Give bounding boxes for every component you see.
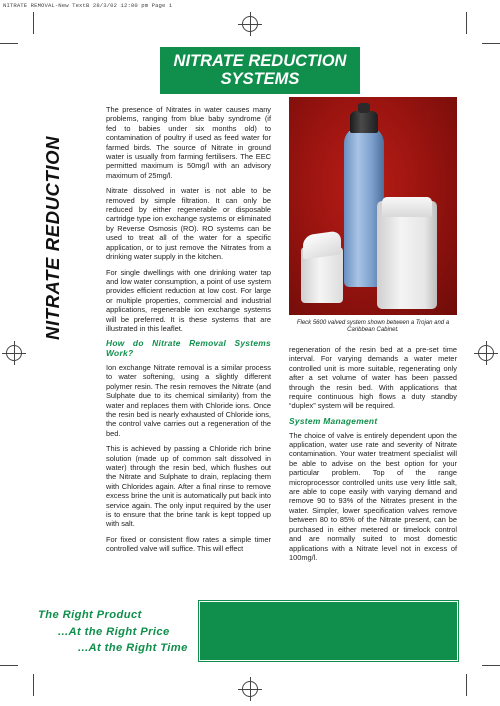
photo-caption: Fleck 5600 valved system shown between a Trojan and a Caribbean Cabinet. — [296, 320, 450, 334]
left-column — [106, 105, 271, 560]
crop-mark-bottom-left-h — [0, 665, 18, 666]
left-paragraph-4: Ion exchange Nitrate removal is a similar process to water softening, using a slightly different polymer resin. The resin removes the Nitrate (and Sulphate due to its chemical similarity) from the water and replaces them with Chloride ions. Once the resin bed is nearly exhausted of Chloride ions, the control valve carries out a regeneration of the bed. — [106, 362, 271, 438]
valve-knob — [358, 103, 370, 113]
slogan-line-2: ...At the Right Price — [58, 626, 170, 638]
crop-mark-bottom-left-v — [33, 674, 34, 696]
section-heading-how-it-works: How do Nitrate Removal Systems Work? — [106, 338, 271, 359]
left-paragraph-5: This is achieved by passing a Chloride rich brine solution (made up of common salt dissolved in water) through the resin bed, which flushes out the Nitrate and Sulphate to drain, replacing them with Chlorides again. After a final rinse to remove excess brine the unit is automatically put back into service again. The only input required by the user is to ensure that the brine tank is kept topped up with salt. — [106, 444, 271, 529]
control-valve — [350, 111, 378, 133]
crop-mark-top-left-h — [0, 43, 18, 44]
caribbean-cabinet — [377, 201, 437, 309]
crop-mark-top-right-h — [482, 43, 500, 44]
registration-mark-right — [478, 345, 494, 361]
crop-mark-top-left-v — [33, 12, 34, 34]
registration-mark-left — [6, 345, 22, 361]
print-header: NITRATE REMOVAL-New TextB 28/3/02 12:00 pm Page 1 — [3, 2, 173, 9]
right-paragraph-2: The choice of valve is entirely dependent upon the application, water use rate and severity of Nitrate contamination. Your water treatment specialist will be able to advise on the best option for your particular problem. Top of the range microprocessor controlled units use very little salt, are able to cope easily with varying demand and remove 90 to 93% of the Nitrates present in the water. Simpler, lower specification valves remove between 80 to 85% of the Nitrate present, can be purchased in either metered or timelock control and are normally suited to most domestic applications with a Nitrate level not in excess of 100mg/l. — [289, 430, 457, 562]
left-paragraph-1: The presence of Nitrates in water causes many problems, ranging from blue baby syndrome (if fed to babies under six months old) to contamination of poultry if used as feed water for farmed birds. The source of Nitrate in ground water is usually from farming fertilisers. The EEC permitted maximum is 50mg/l with an advisory maximum of 25mg/l. — [106, 105, 271, 180]
side-title: NITRATE REDUCTION — [42, 135, 63, 340]
cabinet-lid — [382, 197, 432, 217]
title-banner — [160, 47, 360, 94]
left-paragraph-6: For fixed or consistent flow rates a simple timer controlled valve will suffice. This will effect — [106, 534, 271, 554]
footer-panel — [198, 600, 459, 662]
right-paragraph-1: regeneration of the resin bed at a pre-set time interval. For varying demands a water meter controlled unit is more suitable, regenerating only after a set volume of water has been passed through the resin bed. With applications that require continuous high flows a duty standby “duplex” system will be required. — [289, 345, 457, 411]
right-column — [289, 345, 457, 568]
title-line-1: NITRATE REDUCTION — [173, 52, 347, 70]
slogan-line-1: The Right Product — [38, 609, 142, 621]
section-heading-system-management: System Management — [289, 415, 378, 426]
left-paragraph-2: Nitrate dissolved in water is not able to be removed by simple filtration. It can only be reduced by either regenerable or disposable cartridge type ion exchange systems or eliminated by Reverse Osmosis (RO). RO systems can be used to treat all of the water for a specific application, or to just remove the Nitrates from a drinking water supply in the kitchen. — [106, 186, 271, 262]
crop-mark-top-right-v — [466, 12, 467, 34]
crop-mark-bottom-right-h — [482, 665, 500, 666]
registration-mark-top — [242, 16, 258, 32]
slogan-line-3: ...At the Right Time — [78, 642, 188, 654]
crop-mark-bottom-right-v — [466, 674, 467, 696]
title-line-2: SYSTEMS — [220, 69, 300, 88]
product-photo — [289, 97, 457, 315]
registration-mark-bottom — [242, 681, 258, 697]
footer-panel-border — [199, 601, 458, 661]
left-paragraph-3: For single dwellings with one drinking water tap and low water consumption, a point of use system provides efficient reduction at low cost. For large or multiple properties, commercial and industrial applications, regenerable ion exchange systems will be preferred. It is these systems that are illustrated in this leaflet. — [106, 267, 271, 333]
